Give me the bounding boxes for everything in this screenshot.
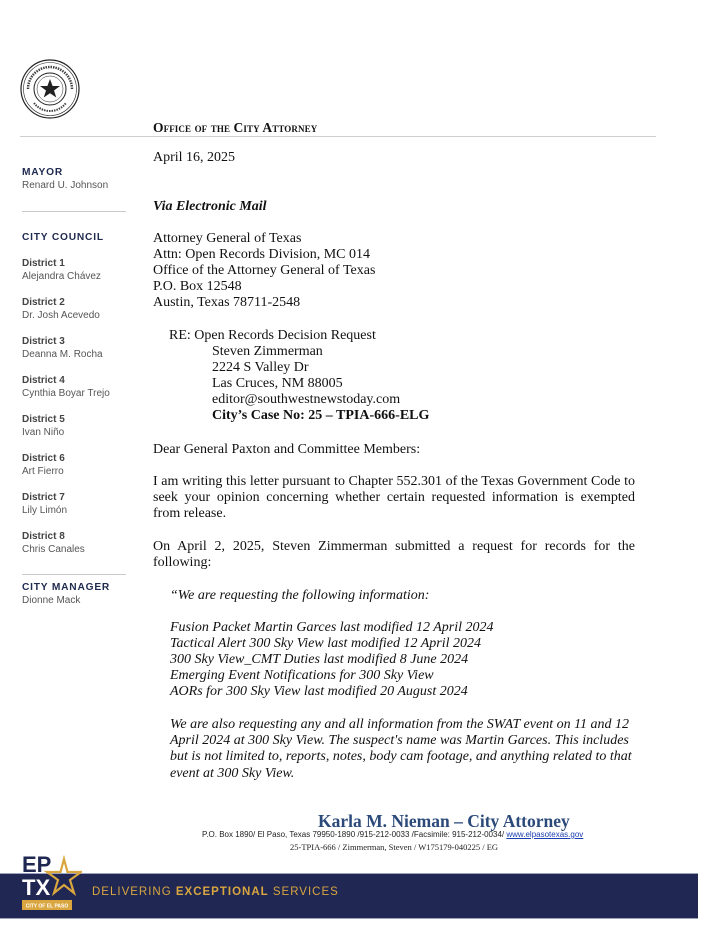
district-member: Lily Limón: [22, 505, 68, 516]
district-member: Alejandra Chávez: [22, 271, 101, 282]
footer-tagline: [92, 886, 339, 898]
district-member: Art Fierro: [22, 466, 64, 477]
requested-items-list: [170, 620, 494, 700]
address-line: Attn: Open Records Division, MC 014: [153, 247, 370, 262]
district-label: District 6: [22, 453, 65, 464]
tagline-text: SERVICES: [268, 886, 339, 898]
district-member: Cynthia Boyar Trejo: [22, 388, 110, 399]
address-line: Austin, Texas 78711-2548: [153, 295, 301, 310]
mayor-heading: MAYOR: [22, 167, 63, 178]
requestor-line: Las Cruces, NM 88005: [212, 376, 343, 391]
svg-text:EP: EP: [22, 853, 52, 877]
header-divider: [20, 136, 656, 137]
requestor-block: [212, 344, 429, 424]
sidebar-divider: [22, 574, 126, 575]
requestor-line: Steven Zimmerman: [212, 344, 323, 359]
district-label: District 7: [22, 492, 65, 503]
eptx-logo-icon: [20, 853, 82, 918]
district-member: Deanna M. Rocha: [22, 349, 103, 360]
list-item: Fusion Packet Martin Garces last modified 12 April 2024: [170, 620, 494, 635]
delivery-method: Via Electronic Mail: [153, 199, 267, 214]
office-address: [202, 830, 583, 839]
tagline-emphasis: EXCEPTIONAL: [175, 886, 269, 898]
district-label: District 3: [22, 336, 65, 347]
district-label: District 4: [22, 375, 65, 386]
tagline-text: DELIVERING: [92, 886, 176, 898]
mayor-name: Renard U. Johnson: [22, 180, 109, 191]
list-item: AORs for 300 Sky View last modified 20 August 2024: [170, 684, 468, 699]
requestor-email: editor@southwestnewstoday.com: [212, 392, 401, 407]
district-member: Dr. Josh Acevedo: [22, 310, 100, 321]
address-line: Office of the Attorney General of Texas: [153, 263, 376, 278]
council-heading: CITY COUNCIL: [22, 232, 104, 243]
address-line: Attorney General of Texas: [153, 231, 302, 246]
district-label: District 8: [22, 531, 65, 542]
list-item: Emerging Event Notifications for 300 Sky View: [170, 668, 434, 683]
sidebar-divider: [22, 211, 126, 212]
office-title: Office of the City Attorney: [153, 120, 318, 135]
website-link[interactable]: www.elpasotexas.gov: [506, 830, 584, 839]
city-seal-icon: [20, 59, 80, 119]
signatory-name: Karla M. Nieman – City Attorney: [318, 811, 570, 831]
svg-text:TX: TX: [22, 875, 51, 900]
case-number: City’s Case No: 25 – TPIA-666-ELG: [212, 408, 430, 423]
quote-paragraph: We are also requesting any and all information from the SWAT event on 11 and 12 April 2024 at 300 Sky View. The suspect's name was Martin Garces. This includes but is not limited to, reports, notes, body cam footage, and anything related to that event at 300 Sky View.: [170, 717, 632, 781]
letter-date: April 16, 2025: [153, 150, 236, 165]
recipient-address: [153, 231, 375, 311]
requestor-line: 2224 S Valley Dr: [212, 360, 309, 375]
svg-text:CITY OF EL PASO: CITY OF EL PASO: [25, 903, 69, 910]
district-label: District 2: [22, 297, 65, 308]
list-item: Tactical Alert 300 Sky View last modified 12 April 2024: [170, 636, 481, 651]
address-text: P.O. Box 1890/ El Paso, Texas 79950-1890 /915-212-0033 /Facsimile: 915-212-0034/: [202, 830, 507, 839]
salutation: Dear General Paxton and Committee Members:: [153, 442, 421, 457]
quote-intro: “We are requesting the following information:: [170, 588, 430, 603]
manager-heading: CITY MANAGER: [22, 582, 111, 593]
list-item: 300 Sky View_CMT Duties last modified 8 June 2024: [170, 652, 469, 667]
district-label: District 5: [22, 414, 65, 425]
paragraph-1: I am writing this letter pursuant to Chapter 552.301 of the Texas Government Code to seek your opinion concerning whether certain requested information is exempted from release.: [153, 474, 635, 522]
re-subject: RE: Open Records Decision Request: [169, 328, 376, 343]
address-line: P.O. Box 12548: [153, 279, 242, 294]
manager-name: Dionne Mack: [22, 595, 81, 606]
district-label: District 1: [22, 258, 65, 269]
paragraph-2: On April 2, 2025, Steven Zimmerman submitted a request for records for the following:: [153, 539, 635, 571]
district-member: Ivan Niño: [22, 427, 65, 438]
district-member: Chris Canales: [22, 544, 85, 555]
reference-line: 25-TPIA-666 / Zimmerman, Steven / W175179-040225 / EG: [290, 842, 499, 852]
